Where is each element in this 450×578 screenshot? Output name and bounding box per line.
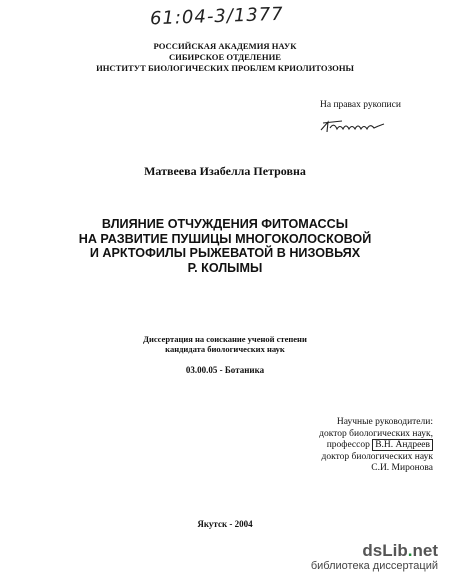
author-signature — [318, 118, 388, 136]
city-year: Якутск - 2004 — [197, 519, 253, 529]
org-name-line3: ИНСТИТУТ БИОЛОГИЧЕСКИХ ПРОБЛЕМ КРИОЛИТОЗОНЫ — [96, 63, 354, 73]
dslib-subtitle: библиотека диссертаций — [310, 560, 438, 572]
supervisor-line2 — [319, 440, 433, 452]
author-name: Матвеева Изабелла Петровна — [144, 164, 306, 178]
manuscript-rights-note: На правах рукописи — [320, 100, 401, 110]
logo-dot: . — [407, 541, 413, 560]
dslib-watermark — [311, 542, 438, 573]
degree-line2: кандидата биологических наук — [165, 344, 285, 354]
title-line: Р. КОЛЫМЫ — [187, 260, 263, 275]
title-line: И АРКТОФИЛЫ РЫЖЕВАТОЙ В НИЗОВЬЯХ — [89, 246, 361, 260]
org-name-line1: РОССИЙСКАЯ АКАДЕМИЯ НАУК — [153, 41, 297, 51]
dslib-logo — [311, 542, 438, 560]
title-line: ВЛИЯНИЕ ОТЧУЖДЕНИЯ ФИТОМАССЫ — [101, 217, 349, 231]
supervisor-line3: доктор биологических наук — [321, 451, 433, 462]
org-name-line2: СИБИРСКОЕ ОТДЕЛЕНИЕ — [168, 52, 282, 62]
specialty-code: 03.00.05 - Ботаника — [185, 365, 265, 375]
logo-main-text: dsLib — [362, 541, 408, 560]
handwritten-catalog-number: 61:04-3/1377 — [149, 3, 285, 30]
supervisor-line4: С.И. Миронова — [371, 463, 433, 473]
dissertation-title — [0, 217, 450, 275]
title-line: НА РАЗВИТИЕ ПУШИЦЫ МНОГОКОЛОСКОВОЙ — [78, 231, 372, 246]
logo-tld-text: net — [412, 541, 438, 560]
supervisor-name-boxed: В.Н. Андреев — [372, 439, 433, 451]
degree-statement — [0, 334, 450, 354]
supervisor-line1: доктор биологических наук, — [319, 428, 433, 439]
supervisors-heading: Научные руководители: — [336, 417, 433, 427]
supervisor-title: профессор — [326, 440, 370, 450]
degree-line1: Диссертация на соискание ученой степени — [143, 334, 307, 344]
supervisors-block — [319, 417, 433, 475]
